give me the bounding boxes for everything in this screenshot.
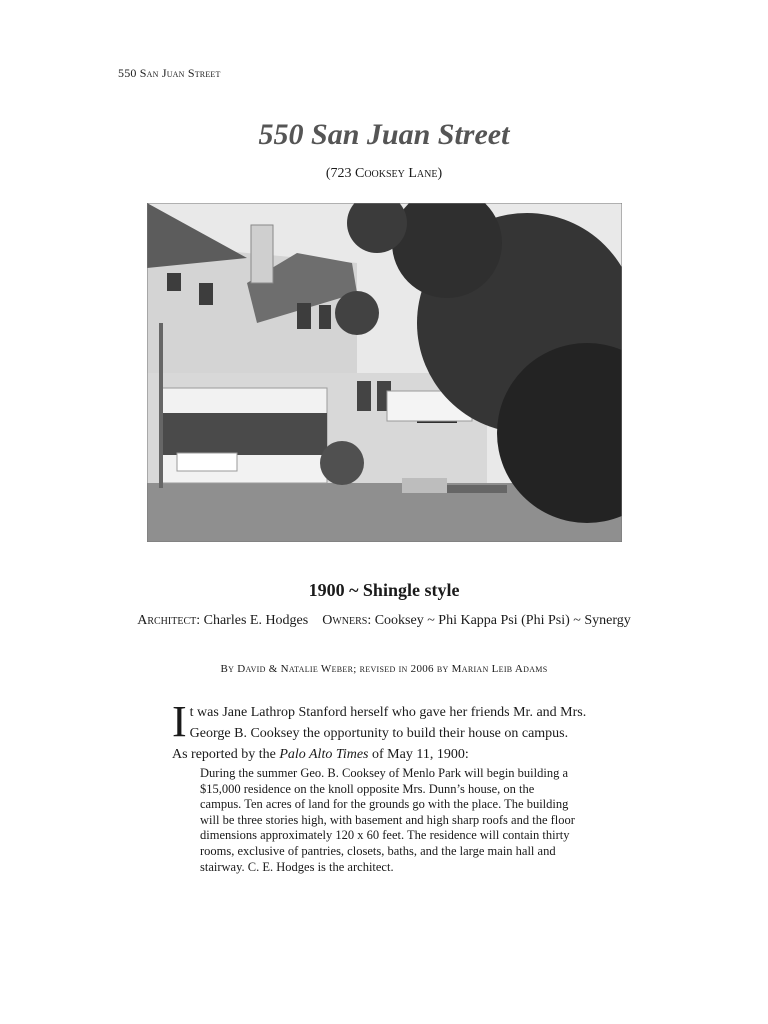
page-subtitle: (723 Cooksey Lane): [325, 166, 443, 181]
running-head: 550 San Juan Street: [118, 66, 221, 80]
owners-value: Cooksey ~ Phi Kappa Psi (Phi Psi) ~ Synergy: [374, 613, 631, 628]
source-prefix: As reported by the: [172, 747, 280, 762]
quote-line: dimensions approximately 120 x 60 feet. The residence will contain thirty: [200, 828, 570, 843]
block-quote: [200, 766, 610, 875]
quote-line: will be three stories high, with basement and high sharp roofs and the floor: [200, 812, 575, 827]
drop-cap: I: [172, 697, 187, 746]
source-paragraph: [172, 744, 612, 765]
house-photo: [147, 203, 622, 542]
section-heading: 1900 ~ Shingle style: [308, 580, 460, 600]
intro-line-2: George B. Cooksey the opportunity to build their house on campus.: [189, 726, 569, 741]
intro-paragraph: [172, 697, 612, 746]
intro-line-1: t was Jane Lathrop Stanford herself who gave her friends Mr. and Mrs.: [189, 705, 587, 720]
owners-label: Owners:: [322, 613, 372, 628]
quote-line: campus. Ten acres of land for the grounds go with the place. The building: [200, 797, 569, 812]
quote-line: rooms, exclusive of pantries, closets, baths, and the large main hall and: [200, 843, 556, 858]
quote-line: $15,000 residence on the knoll opposite Mrs. Dunn’s house, on the: [200, 781, 535, 796]
page-title: 550 San Juan Street: [258, 118, 510, 151]
byline: By David & Natalie Weber; revised in 2006 by Marian Leib Adams: [220, 663, 548, 675]
quote-line: During the summer Geo. B. Cooksey of Menlo Park will begin building a: [200, 766, 569, 780]
source-suffix: of May 11, 1900:: [368, 747, 469, 762]
quote-line: stairway. C. E. Hodges is the architect.: [200, 859, 394, 874]
credits-line: [0, 613, 768, 629]
architect-name: Charles E. Hodges: [203, 613, 309, 628]
source-publication: Palo Alto Times: [279, 747, 369, 762]
architect-label: Architect:: [137, 613, 201, 628]
